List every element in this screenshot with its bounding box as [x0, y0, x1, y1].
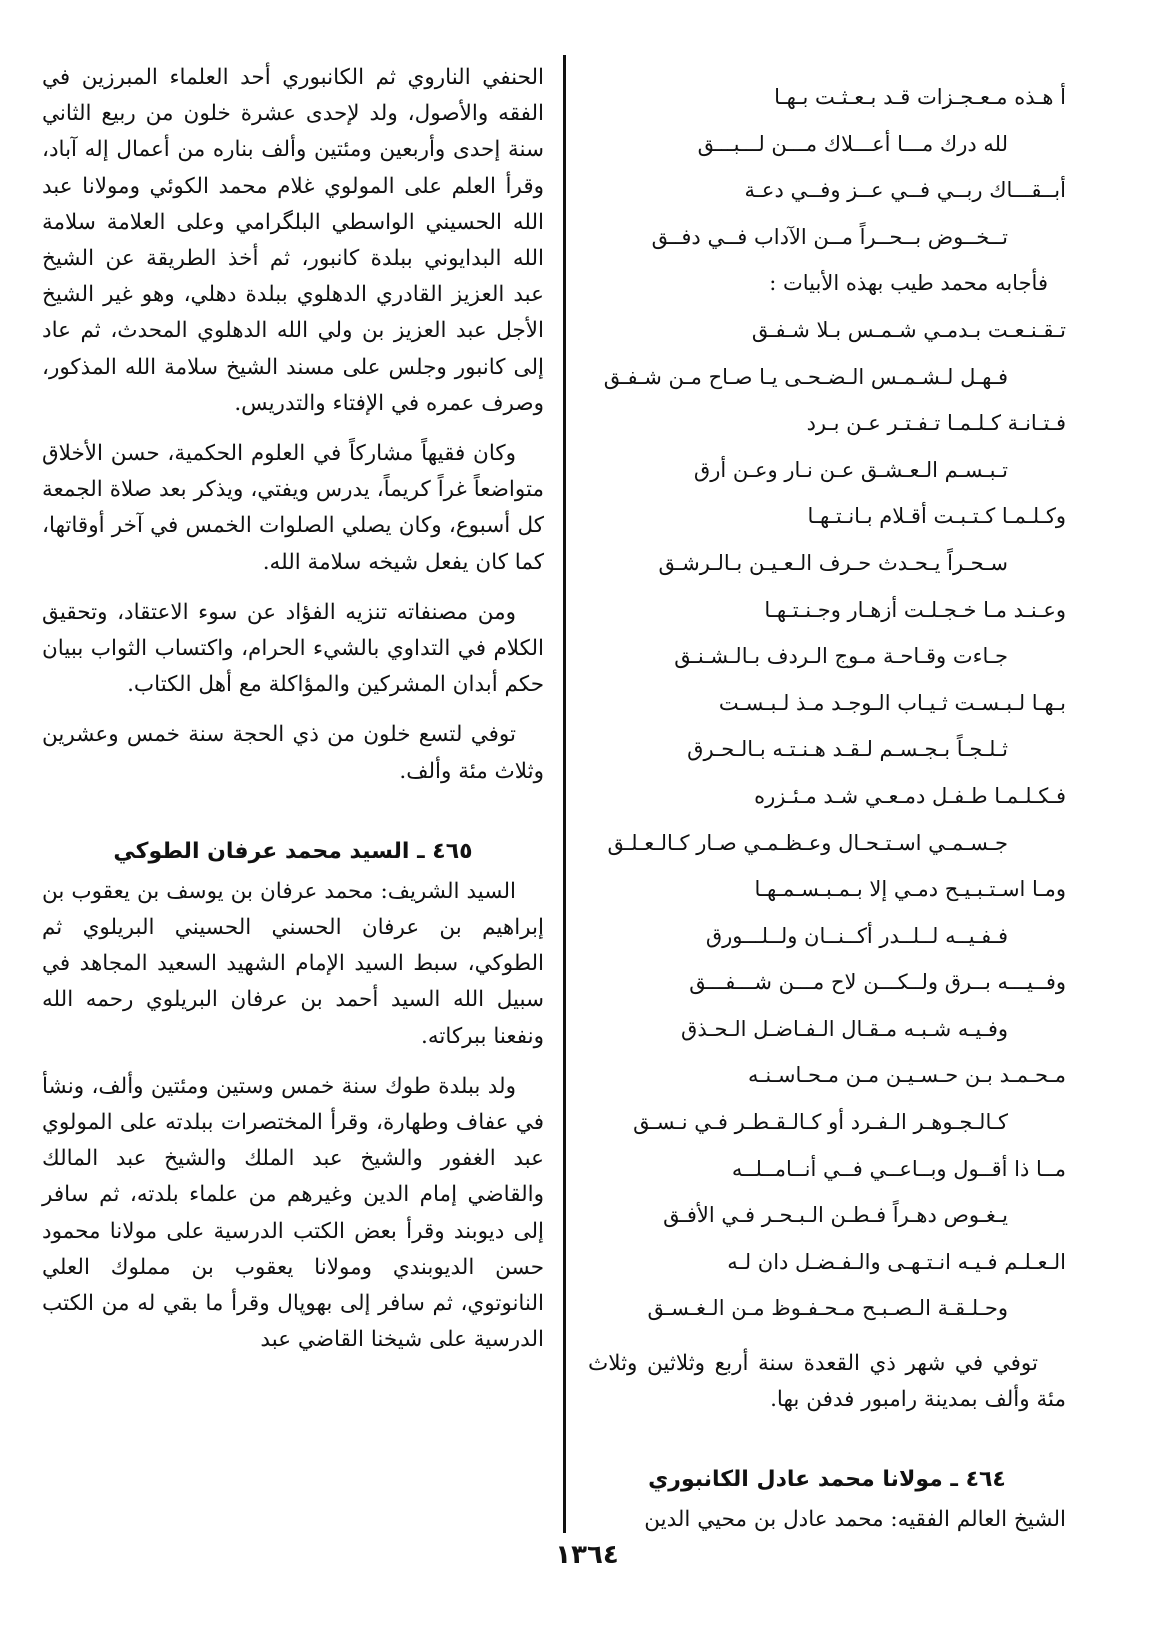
verse-line: وكـلـمـا كـتـبـت أقـلام بـانـتـهـا	[807, 504, 1066, 529]
verse-line: فـفـيــه لــلــدر أكــنــان ولــلـــورق	[705, 923, 1008, 948]
right-column	[588, 60, 1066, 1539]
verse-line: تـقـنـعـت بـدمـي شـمـس بـلا شـفـق	[751, 317, 1066, 342]
verse-line: أ هـذه مـعـجـزات قـد بـعـثـت بـهـا	[774, 85, 1066, 109]
paragraph: السيد الشريف: محمد عرفان بن يوسف بن يعقوب بن إبراهيم بن عرفان الحسني الحسيني البريلوي ثم الطوكي، سبط السيد الإمام الشهيد السعيد المجاهد في سبيل الله السيد أحمد بن عرفان البريلوي رحمه الله ونفعنا ببركاته.	[42, 878, 544, 1049]
verse-line: تـبـسـم الـعـشـق عـن نـار وعـن أرق	[693, 457, 1008, 482]
entry-heading-464: ٤٦٤ ـ مولانا محمد عادل الكانبوري	[648, 1467, 1006, 1493]
paragraph: ومن مصنفاته تنزيه الفؤاد عن سوء الاعتقاد، وتحقيق الكلام في التداوي بالشيء الحرام، واكتساب الثواب ببيان حكم أبدان المشركين والمؤاكلة مع أهل الكتاب.	[42, 599, 544, 698]
verse-line: لله درك مـــا أعـــلاك مـــن لـــبـــق	[697, 131, 1008, 156]
verse-line: فـهـل لـشـمـس الـضـحـى يـا صـاح مـن شـفـق	[603, 364, 1008, 389]
verse-line: وحـلـقـة الـصـبـح مـحـفـوظ مـن الـغـسـق	[647, 1296, 1008, 1321]
poem-intro: فأجابه محمد طيب بهذه الأبيات :	[769, 271, 1048, 296]
page-number: ١٣٦٤	[555, 1540, 619, 1570]
paragraph: توفي لتسع خلون من ذي الحجة سنة خمس وعشرين وثلاث مئة وألف.	[42, 722, 544, 784]
entry-464-opening: الشيخ العالم الفقيه: محمد عادل بن محيي الدين	[644, 1507, 1066, 1533]
paragraph: وكان فقيهاً مشاركاً في العلوم الحكمية، حسن الأخلاق متواضعاً غراً كريماً، يدرس ويفتي، ويذكر بعد صلاة الجمعة كل أسبوع، وكان يصلي الصلوات الخمس في آخر أوقاتها، كما كان يفعل شيخه سلامة الله.	[42, 441, 544, 575]
verse-line: أبــقـــاك ربــي فــي عــز وفــي دعـة	[744, 178, 1066, 203]
verse-line: الـعـلـم فـيـه انـتـهـى والـفـضـل دان لـه	[727, 1249, 1066, 1274]
entry-heading-465: ٤٦٥ ـ السيد محمد عرفان الطوكي	[113, 838, 473, 864]
verse-line: يـغـوص دهـراً فـطـن الـبـحـر فـي الأفـق	[663, 1203, 1008, 1228]
verse-line: كـالـجـوهـر الـفـرد أو كـالـقـطـر فـي نـسـق	[633, 1110, 1008, 1135]
paragraph: الحنفي الناروي ثم الكانبوري أحد العلماء المبرزين في الفقه والأصول، ولد لإحدى عشرة خلون من ربيع الثاني سنة إحدى وأربعين ومئتين وألف بناره من أعمال إله آباد، وقرأ العلم على المولوي غلام محمد الكوئي ومولانا عبد الله الحسيني الواسطي البلگرامي وعلى العلامة سلامة الله البدايوني ببلدة كانبور، ثم أخذ الطريقة عن الشيخ عبد العزيز القادري الدهلوي ببلدة دهلي، وهو غير الشيخ الأجل عبد العزيز بن ولي الله الدهلوي المحدث، ثم عاد إلى كانبور وجلس على مسند الشيخ سلامة الله المذكور، وصرف عمره في الإفتاء والتدريس.	[42, 65, 544, 416]
verse-line: جـسـمـي اسـتـحـال وعـظـمـي صـار كـالـعـلـق	[607, 830, 1008, 855]
verse-line: وفـيـه شـبـه مـقـال الـفـاضـل الـحـذق	[681, 1016, 1008, 1041]
verse-line: ومـا اسـتـبـيـح دمـي إلا بـمـبـسـمـهـا	[754, 877, 1066, 902]
column-divider	[563, 55, 566, 1533]
verse-line: وعـنـد مـا خـجـلـت أزهـار وجـنـتـهـا	[764, 597, 1066, 622]
verse-line: وفــيـــه بــرق ولــكـــن لاح مـــن شـــفـــق	[689, 970, 1066, 995]
verse-line: سـحـراً يـحـدث حـرف الـعـيـن بـالـرشـق	[658, 550, 1008, 575]
left-column	[42, 60, 544, 1359]
poem-top	[588, 60, 1066, 260]
poem-reply	[588, 307, 1066, 1332]
verse-line: مـحـمـد بـن حـسـيـن مـن مـحـاسـنـه	[748, 1063, 1066, 1088]
verse-line: فـكـلـمـا طـفـل دمـعـي شـد مـئـزره	[754, 783, 1066, 808]
verse-line: ثـلـجـاً بـجـسـم لـقـد هـنـتـه بـالـحـرق	[687, 737, 1008, 762]
verse-line: مــا ذا أقــول وبــاعــي فــي أنــامــلــه	[731, 1156, 1066, 1181]
death-note: توفي في شهر ذي القعدة سنة أربع وثلاثين وثلاث مئة وألف بمدينة رامبور فدفن بها.	[588, 1351, 1066, 1413]
verse-line: تــخــوض بــحــراً مــن الآداب فــي دفــق	[651, 224, 1008, 249]
verse-line: فـتـانـة كـلـمـا تـفـتـر عـن بـرد	[806, 411, 1066, 436]
verse-line: جـاءت وقـاحـة مـوج الـردف بـالـشـنـق	[674, 644, 1008, 669]
paragraph: ولد ببلدة طوك سنة خمس وستين ومئتين وألف، ونشأ في عفاف وطهارة، وقرأ المختصرات ببلدته على المولوي عبد الغفور والشيخ عبد الملك والشيخ عبد المالك والقاضي إمام الدين وغيرهم من علماء بلدته، ثم سافر إلى ديوبند وقرأ بعض الكتب الدرسية على مولانا محمود حسن الديوبندي ومولانا يعقوب بن مملوك العلي النانوتوي، ثم سافر إلى بهوپال وقرأ ما بقي له من الكتب الدرسية على شيخنا القاضي عبد	[42, 1073, 544, 1353]
verse-line: بـهـا لـبـسـت ثـيـاب الـوجـد مـذ لـبـسـت	[718, 690, 1066, 715]
